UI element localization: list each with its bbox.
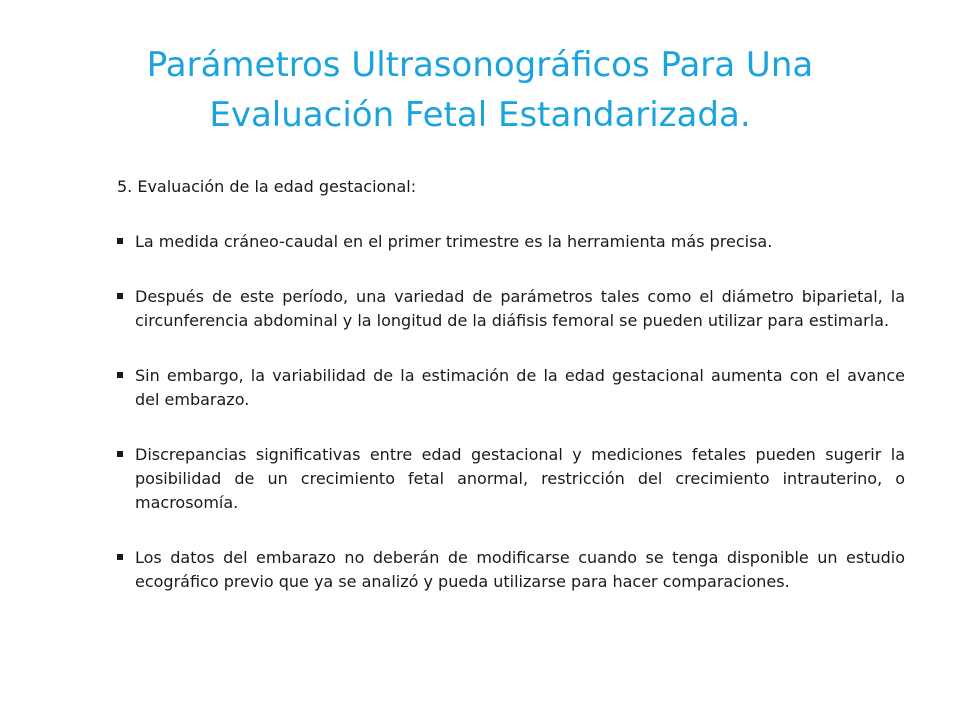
bullet-item — [117, 364, 905, 412]
square-bullet-icon — [117, 372, 123, 378]
bullet-text: Los datos del embarazo no deberán de modificarse cuando se tenga disponible un estudio ecográfico previo que ya se analizó y pueda utilizarse para hacer comparaciones. — [135, 548, 905, 591]
square-bullet-icon — [117, 238, 123, 244]
square-bullet-icon — [117, 554, 123, 560]
bullet-item — [117, 443, 905, 515]
bullet-item — [117, 285, 905, 333]
square-bullet-icon — [117, 451, 123, 457]
bullet-text: La medida cráneo-caudal en el primer trimestre es la herramienta más precisa. — [135, 232, 773, 251]
bullet-text: Discrepancias significativas entre edad gestacional y mediciones fetales pueden sugerir la posibilidad de un crecimiento fetal anormal, restricción del crecimiento intrauterino, o macrosomía. — [135, 445, 905, 512]
bullet-text: Sin embargo, la variabilidad de la estimación de la edad gestacional aumenta con el avance del embarazo. — [135, 366, 905, 409]
square-bullet-icon — [117, 293, 123, 299]
bullet-text: Después de este período, una variedad de parámetros tales como el diámetro biparietal, la circunferencia abdominal y la longitud de la diáfisis femoral se pueden utilizar para estimarla. — [135, 287, 905, 330]
bullet-list — [117, 230, 905, 594]
bullet-item — [117, 546, 905, 594]
bullet-item — [117, 230, 905, 254]
slide-title: Parámetros Ultrasonográficos Para Una Evaluación Fetal Estandarizada. — [146, 45, 814, 135]
section-heading: 5. Evaluación de la edad gestacional: — [117, 177, 417, 196]
